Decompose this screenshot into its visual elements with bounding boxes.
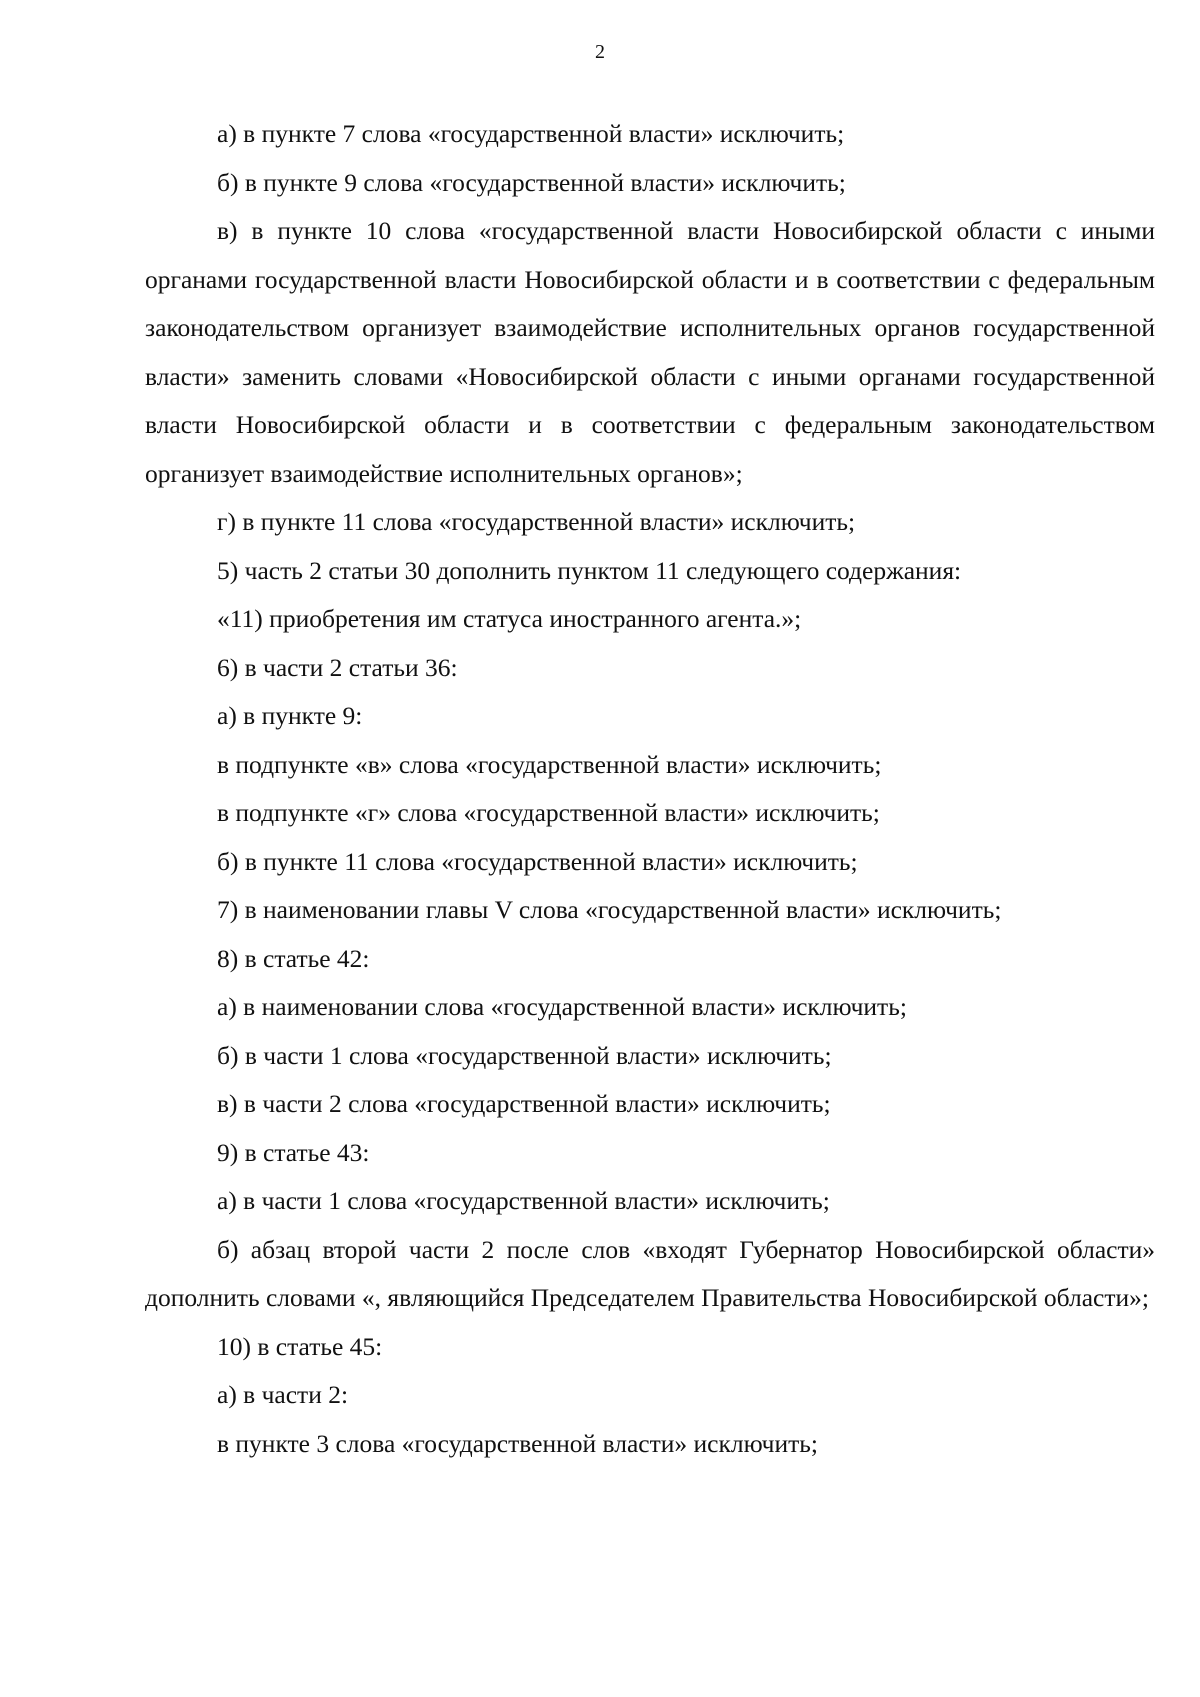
paragraph: 10) в статье 45: <box>217 1331 383 1361</box>
paragraph: а) в пункте 9: <box>217 701 363 730</box>
paragraph: 7) в наименовании главы V слова «государственной власти» исключить; <box>217 895 1002 924</box>
paragraph: а) в части 2: <box>217 1380 349 1409</box>
paragraph: «11) приобретения им статуса иностранного агента.»; <box>217 604 802 633</box>
paragraph: 6) в части 2 статьи 36: <box>217 652 458 682</box>
paragraph: б) в пункте 11 слова «государственной власти» исключить; <box>217 846 858 876</box>
document-body <box>145 110 1155 1468</box>
page-number: 2 <box>595 41 605 63</box>
paragraph: в подпункте «г» слова «государственной власти» исключить; <box>217 798 880 827</box>
paragraph: б) в пункте 9 слова «государственной власти» исключить; <box>217 167 846 197</box>
paragraph: в) в части 2 слова «государственной власти» исключить; <box>217 1089 831 1118</box>
paragraph: 8) в статье 42: <box>217 943 370 973</box>
paragraph: а) в части 1 слова «государственной власти» исключить; <box>217 1186 830 1215</box>
paragraph: в подпункте «в» слова «государственной власти» исключить; <box>217 749 882 779</box>
paragraph: а) в наименовании слова «государственной власти» исключить; <box>217 992 907 1021</box>
paragraph: 9) в статье 43: <box>217 1137 370 1167</box>
paragraph: в) в пункте 10 слова «государственной власти Новосибирской области с иными органами государственной власти Новосибирской области и в соответствии с федеральным законодательством организует взаимодействие исполнительных органов государственной власти» заменить словами «Новосибирской области с иными органами государственной власти Новосибирской области и в соответствии с федеральным законодательством организует взаимодействие исполнительных органов»; <box>145 216 1155 488</box>
paragraph: б) в части 1 слова «государственной власти» исключить; <box>217 1040 832 1070</box>
paragraph: в пункте 3 слова «государственной власти» исключить; <box>217 1428 818 1458</box>
paragraph: а) в пункте 7 слова «государственной власти» исключить; <box>217 119 845 148</box>
paragraph: б) абзац второй части 2 после слов «входят Губернатор Новосибирской области» дополнить словами «, являющийся Председателем Правительства Новосибирской области»; <box>145 1234 1155 1312</box>
paragraph: г) в пункте 11 слова «государственной власти» исключить; <box>217 507 856 536</box>
paragraph: 5) часть 2 статьи 30 дополнить пунктом 11 следующего содержания: <box>217 555 962 585</box>
